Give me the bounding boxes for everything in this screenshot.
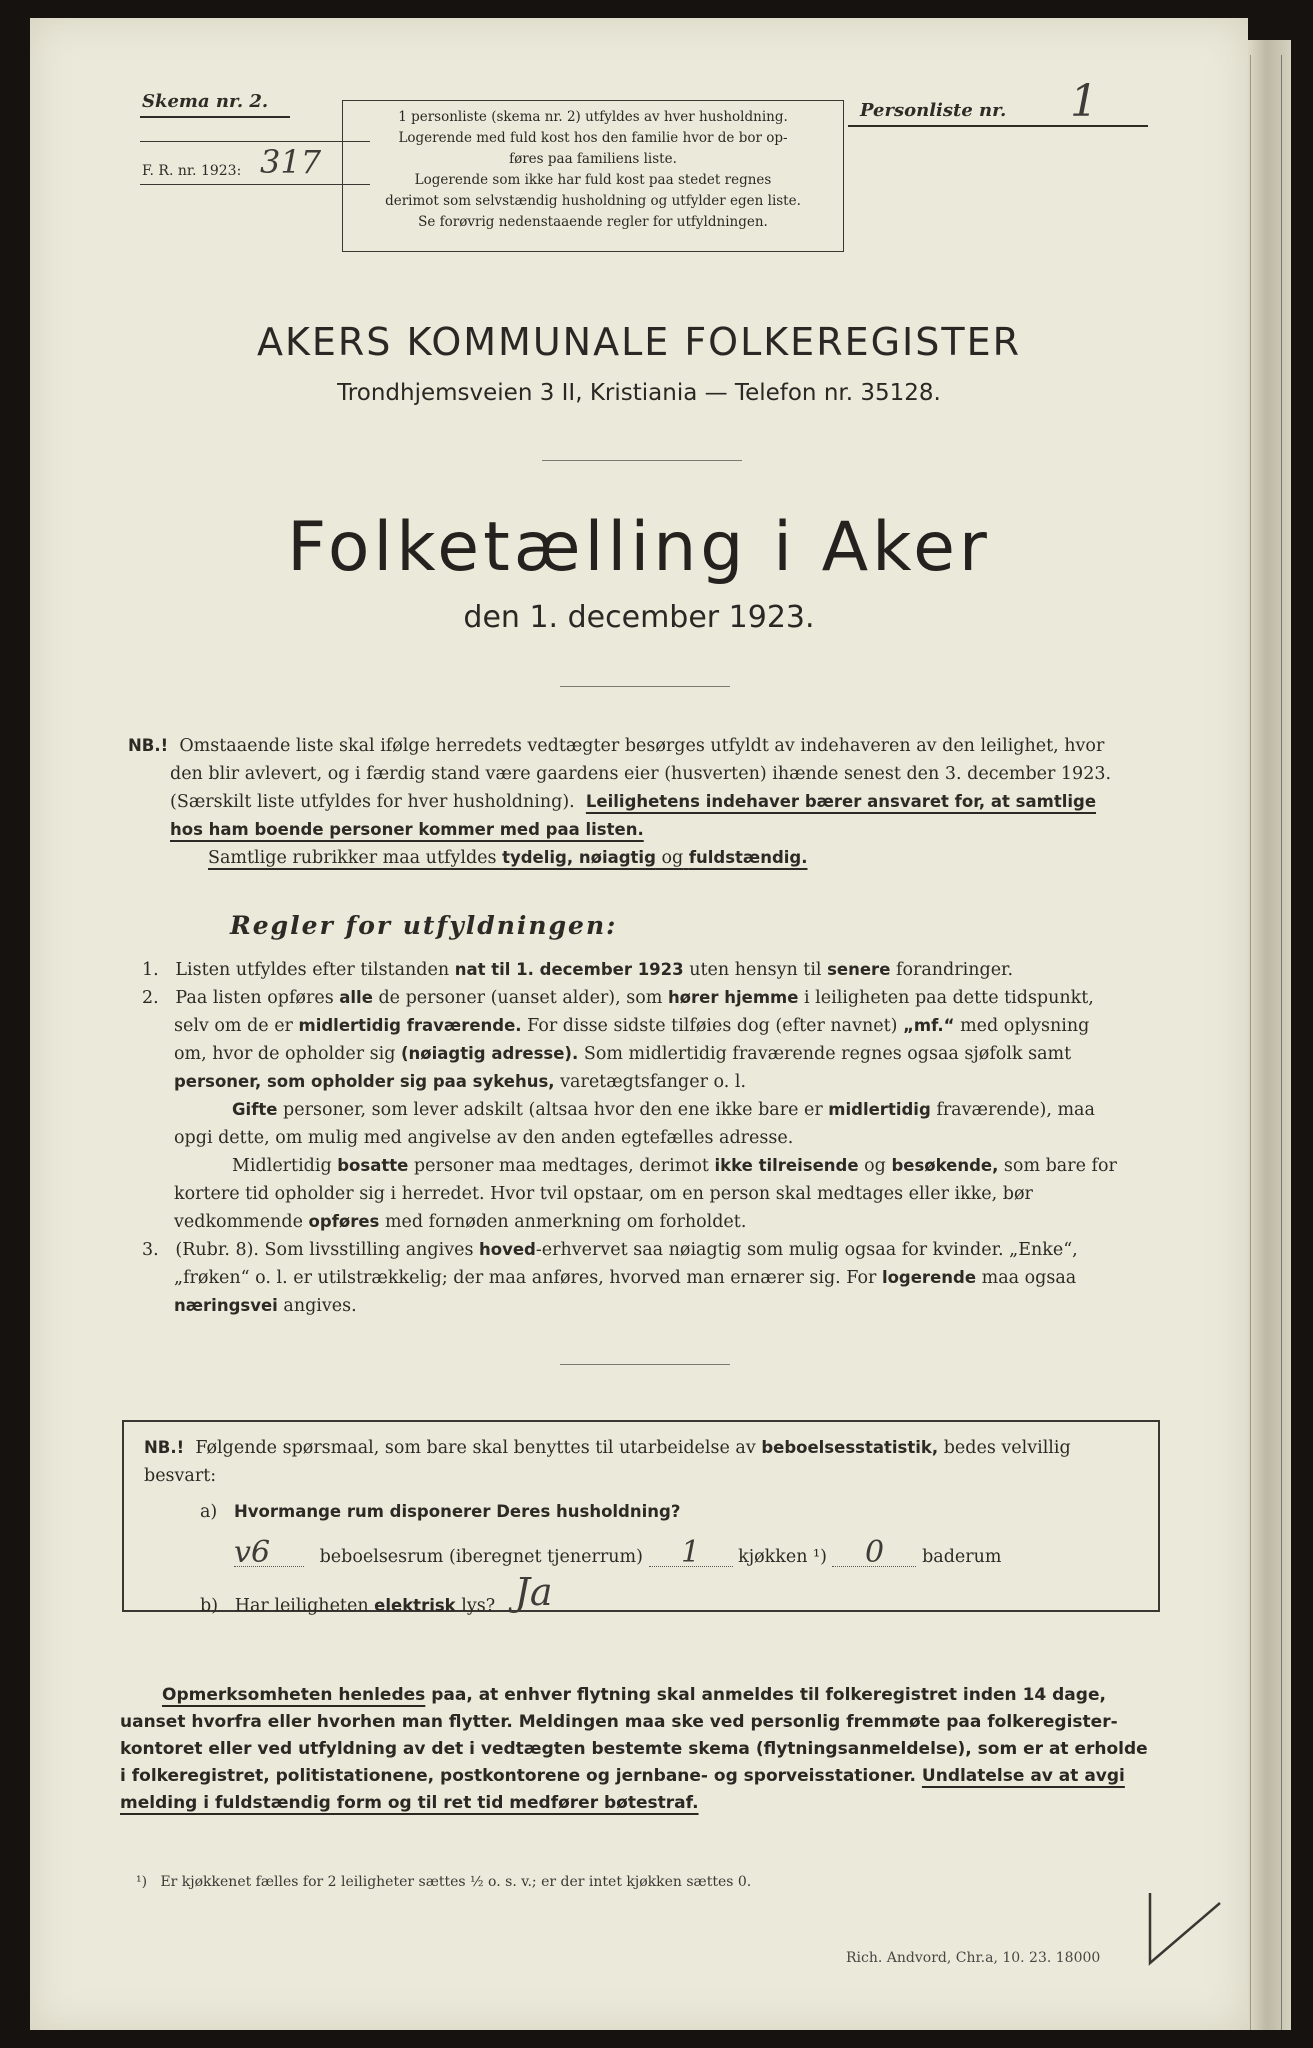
rule-2-l4a: personer, som opholder sig paa sykehus,	[174, 1072, 555, 1091]
rule-3-l2a: „frøken“ o. l. er utilstrækkelig; der maa anføres, hvorved man ernærer sig. For	[174, 1268, 877, 1288]
rules-heading: Regler for utfyldningen:	[230, 911, 618, 940]
nb1-line-4: hos ham boende personer kommer med paa listen.	[170, 820, 644, 839]
rule-3-l2c: maa ogsaa	[981, 1268, 1077, 1288]
paper-stack-edge-inner	[1250, 55, 1282, 2030]
rule-2-p2-l1d: fraværende), maa	[936, 1100, 1095, 1120]
nb1-line-5c: og	[661, 848, 684, 868]
personliste-label: Personliste nr.	[860, 100, 1007, 121]
rule-2-l2b: midlertidig fraværende.	[298, 1016, 522, 1035]
rule-2-l1b: alle	[339, 988, 373, 1007]
printer-imprint: Rich. Andvord, Chr.a, 10. 23. 18000	[846, 1950, 1101, 1966]
notice-line-3: kontoret eller ved utfyldning av det i vedtægten bestemte skema (flytningsanmeldelse), som er at erholde	[120, 1739, 1148, 1759]
question-a	[200, 1498, 680, 1526]
rule-2-p3-l1e: og	[864, 1156, 886, 1176]
rule-3-number: 3.	[142, 1240, 159, 1260]
notice-line-4b: Undlatelse av at avgi	[921, 1766, 1125, 1786]
rule-2-p2-l1b: personer, som lever adskilt (altsaa hvor den ene ikke bare er	[283, 1100, 823, 1120]
kitchen-label: kjøkken ¹)	[738, 1547, 827, 1567]
box-line-3: føres paa familiens liste.	[509, 151, 677, 167]
rule-2-l3c: Som midlertidig fraværende regnes ogsaa sjøfolk samt	[583, 1044, 1072, 1064]
nb2-label: NB.!	[144, 1438, 185, 1457]
census-date: den 1. december 1923.	[463, 600, 815, 635]
housing-statistics-box	[122, 1420, 1160, 1616]
question-b-text-c: lys?	[461, 1596, 496, 1616]
rule-2-p3-l1f: besøkende,	[891, 1156, 999, 1175]
bath-label: baderum	[922, 1547, 1002, 1567]
rule-3-l2b: logerende	[881, 1268, 977, 1287]
nb1-line-5a: Samtlige rubrikker maa utfyldes	[208, 848, 497, 868]
nb1-label: NB.!	[128, 736, 169, 755]
rule-2-l1c: de personer (uanset alder), som	[378, 988, 663, 1008]
rule-1a: Listen utfyldes efter tilstanden	[175, 960, 450, 980]
fr-label: F. R. nr. 1923:	[142, 163, 242, 179]
nb1-line-2: den blir avlevert, og i færdig stand være gaardens eier (husverten) ihænde senest den 3. december 1923.	[170, 764, 1112, 784]
main-title: Folketælling i Aker	[287, 508, 991, 587]
nb2-line-1b: beboelsesstatistik,	[761, 1438, 939, 1457]
question-b-label: b)	[200, 1596, 219, 1616]
box-line-4: Logerende som ikke har fuld kost paa stedet regnes	[414, 172, 772, 188]
rule-2-p2-l2: opgi dette, om mulig med angivelse av den anden egtefælles adresse.	[174, 1128, 794, 1148]
rule-2-number: 2.	[142, 988, 159, 1008]
rule-2-p2-l1a: Gifte	[232, 1100, 278, 1119]
notice-line-1b: paa, at enhver flytning skal anmeldes til folkeregistret inden 14 dage,	[431, 1685, 1106, 1705]
rule-3-l1b: hoved	[479, 1240, 536, 1259]
rule-2-l1d: hører hjemme	[667, 988, 799, 1007]
nb-paragraph-1	[128, 732, 1188, 872]
rule-2-l2c: For disse sidste tilføies dog (efter navnet)	[527, 1016, 898, 1036]
notice-line-1a: Opmerksomheten henledes	[162, 1685, 426, 1705]
rooms-answer-handwritten: v6	[234, 1540, 304, 1567]
rule-2-l1a: Paa listen opføres	[175, 988, 334, 1008]
footnote	[136, 1874, 751, 1890]
rule-2-p3-l3a: vedkommende	[174, 1212, 303, 1232]
fr-bottom-rule	[140, 184, 370, 185]
question-a-text: Hvormange rum disponerer Deres husholdning?	[233, 1502, 681, 1521]
nb1-line-5b: tydelig, nøiagtig	[502, 848, 656, 867]
electric-answer-handwritten: Ja	[514, 1570, 553, 1614]
nb2-line-2: besvart:	[144, 1466, 217, 1486]
rooms-label: beboelsesrum (iberegnet tjenerrum)	[319, 1547, 643, 1567]
fr-value-handwritten: 317	[260, 143, 322, 181]
rules-divider	[560, 1364, 730, 1365]
rule-3-l3a: næringsvei	[174, 1296, 278, 1315]
nb2-intro	[144, 1434, 1144, 1490]
organization-address: Trondhjemsveien 3 II, Kristiania — Telefon nr. 35128.	[337, 380, 941, 406]
footnote-mark: ¹)	[136, 1874, 148, 1890]
question-a-answers	[234, 1535, 1134, 1571]
rule-2-p3-l1a: Midlertidig	[232, 1156, 332, 1176]
box-line-5: derimot som selvstændig husholdning og utfylder egen liste.	[385, 193, 801, 209]
rule-1c: uten hensyn til	[689, 960, 822, 980]
title-divider-1	[542, 460, 742, 461]
rule-3-l3b: angives.	[283, 1296, 357, 1316]
rule-2-p3-l1b: bosatte	[337, 1156, 409, 1175]
box-line-1: 1 personliste (skema nr. 2) utfyldes av hver husholdning.	[398, 109, 788, 125]
nb2-line-1c: bedes velvillig	[943, 1438, 1071, 1458]
notice-line-2: uanset hvorfra eller hvorhen man flytter. Meldingen maa ske ved personlig fremmøte paa folkeregister-	[120, 1712, 1118, 1732]
moving-notice	[120, 1682, 1160, 1817]
instructions-box	[342, 100, 844, 252]
rule-2-p3-l3c: med fornøden anmerkning om forholdet.	[384, 1212, 747, 1232]
rule-1e: forandringer.	[895, 960, 1014, 980]
rule-3-l1a: (Rubr. 8). Som livsstilling angives	[175, 1240, 474, 1260]
bath-answer-handwritten: 0	[832, 1540, 916, 1567]
footnote-text: Er kjøkkenet fælles for 2 leiligheter sættes ½ o. s. v.; er der intet kjøkken sættes 0.	[160, 1874, 752, 1890]
nb1-line-3b: Leilighetens indehaver bærer ansvaret for, at samtlige	[585, 792, 1097, 811]
rule-2-l2e: med oplysning	[960, 1016, 1090, 1036]
rule-2-l3b: (nøiagtig adresse).	[401, 1044, 579, 1063]
nb1-line-3a: (Særskilt liste utfyldes for hver husholdning).	[170, 792, 575, 812]
rule-3-l1c: -erhvervet saa nøiagtig som mulig ogsaa for kvinder. „Enke“,	[535, 1240, 1078, 1260]
rule-2-l1e: i leiligheten paa dette tidspunkt,	[803, 988, 1094, 1008]
title-divider-2	[560, 686, 730, 687]
nb1-line-1: Omstaaende liste skal ifølge herredets vedtægter besørges utfyldt av indehaveren av den leilighet, hvor	[179, 736, 1105, 756]
organization-title: AKERS KOMMUNALE FOLKEREGISTER	[256, 320, 1022, 364]
question-a-label: a)	[200, 1502, 218, 1522]
rule-1b: nat til 1. december 1923	[454, 960, 684, 979]
rule-2-p3-l1d: ikke tilreisende	[714, 1156, 859, 1175]
rule-1d: senere	[827, 960, 891, 979]
rule-2-l2a: selv om de er	[174, 1016, 293, 1036]
question-b-text-a: Har leiligheten	[234, 1596, 369, 1616]
rule-2-l2d: „mf.“	[903, 1016, 955, 1035]
notice-line-4a: i folkeregistret, politistationene, postkontorene og jernbane- og sporveisstationer.	[120, 1766, 916, 1786]
box-line-2: Logerende med fuld kost hos den familie hvor de bor op-	[398, 130, 788, 146]
rule-2-p2-l1c: midlertidig	[828, 1100, 931, 1119]
rule-2-p3-l1g: som bare for	[1003, 1156, 1117, 1176]
rule-2-p3-l3b: opføres	[308, 1212, 380, 1231]
rules-body	[142, 956, 1188, 1320]
fr-top-rule	[140, 141, 370, 142]
rule-2-l3a: om, hvor de opholder sig	[174, 1044, 396, 1064]
nb1-line-5d: fuldstændig.	[688, 848, 808, 867]
rule-2-l4b: varetægtsfanger o. l.	[560, 1072, 747, 1092]
rule-1-number: 1.	[142, 960, 159, 980]
question-b-text-b: elektrisk	[374, 1596, 456, 1615]
census-form-page	[30, 18, 1248, 2030]
notice-line-5: melding i fuldstændig form og til ret tid medfører bøtestraf.	[120, 1793, 699, 1813]
rule-2-p3-l2: kortere tid opholder sig i herredet. Hvor tvil opstaar, om en person skal medtages eller ikke, bør	[174, 1184, 1033, 1204]
nb2-line-1a: Følgende spørsmaal, som bare skal benyttes til utarbeidelse av	[195, 1438, 756, 1458]
skema-rule	[140, 116, 290, 118]
personliste-rule	[848, 125, 1148, 127]
personliste-value-handwritten: 1	[1070, 76, 1098, 127]
kitchen-answer-handwritten: 1	[649, 1540, 733, 1567]
question-b	[200, 1570, 553, 1620]
skema-label: Skema nr. 2.	[142, 91, 269, 112]
rule-2-p3-l1c: personer maa medtages, derimot	[413, 1156, 709, 1176]
checkmark-handwritten-icon	[1110, 1873, 1230, 1983]
box-line-6: Se forøvrig nedenstaaende regler for utfyldningen.	[418, 214, 768, 230]
